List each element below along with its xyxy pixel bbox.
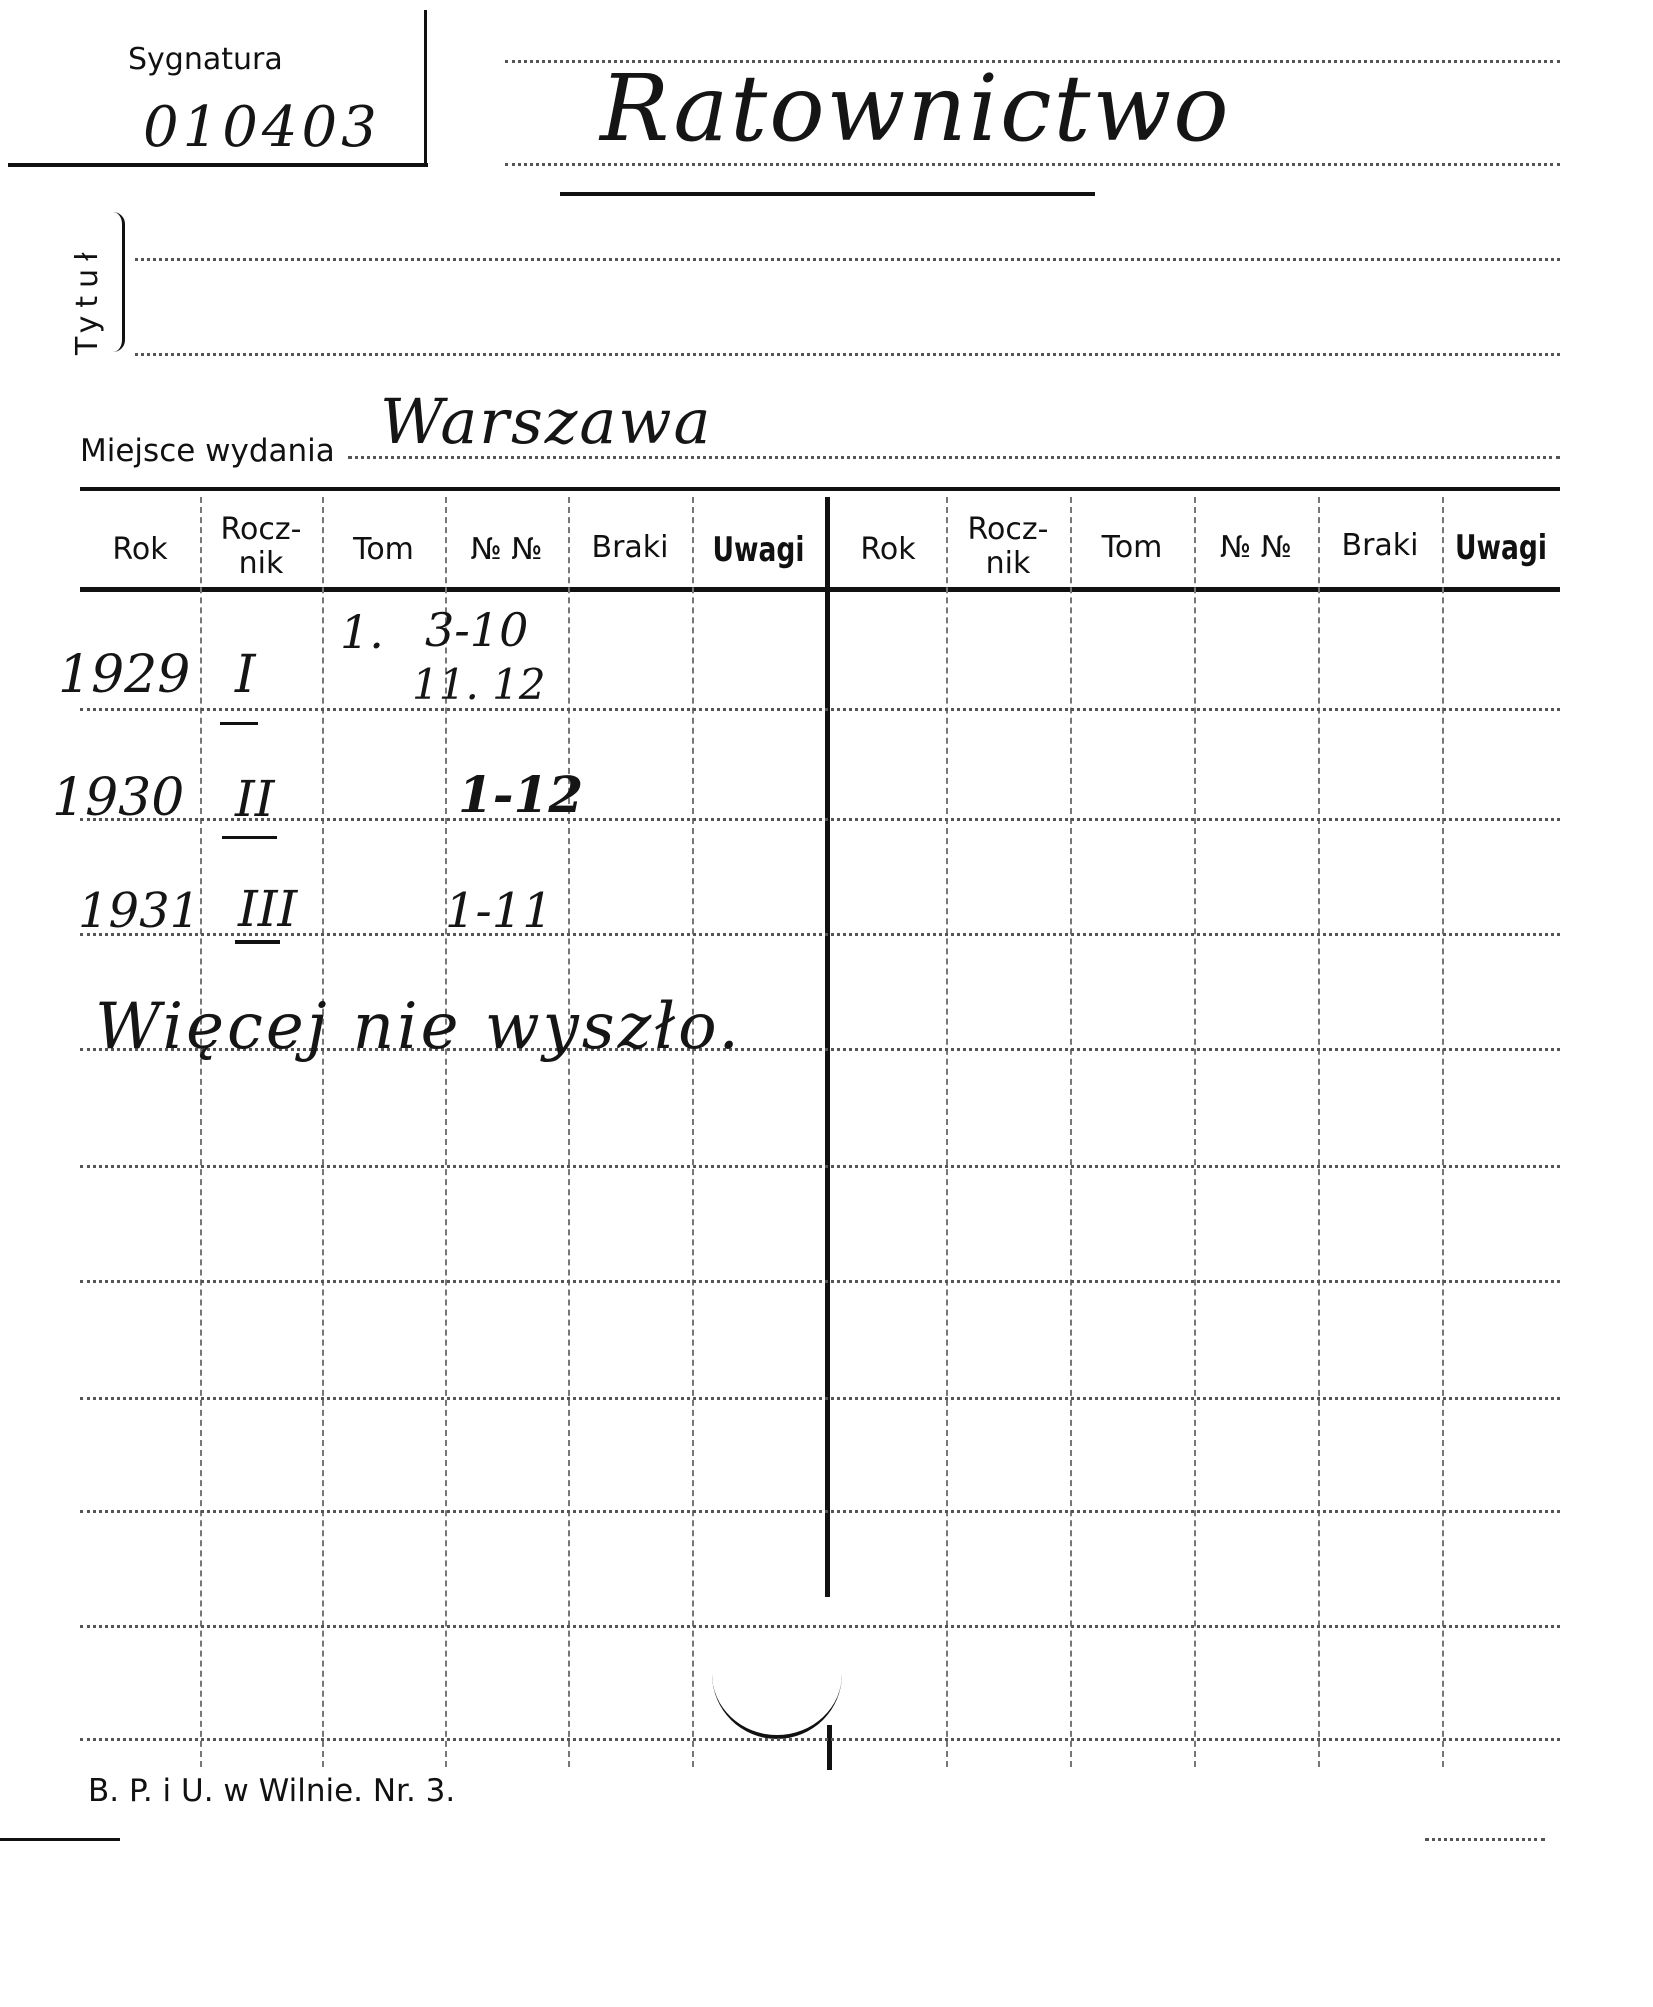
- col-sep-6: [946, 497, 948, 1767]
- row-line-3: [80, 933, 1560, 936]
- entry-note: Więcej nie wyszło.: [95, 990, 742, 1064]
- row-line-6: [80, 1280, 1560, 1283]
- entry-1931-numery: 1-11: [445, 883, 553, 939]
- title-brace: [108, 212, 125, 352]
- entry-1930-rocznik: II: [235, 770, 275, 828]
- col-sep-4: [568, 497, 570, 1767]
- table-center-divider: [825, 497, 830, 1597]
- subject-dotted-line-2: [505, 163, 1560, 166]
- entry-1929-numery-extra: 11. 12: [412, 660, 546, 709]
- col-sep-1: [200, 497, 202, 1767]
- title-label: Tytuł: [70, 244, 105, 355]
- header-braki-left: Braki: [591, 530, 669, 565]
- row-line-2: [80, 818, 1560, 821]
- col-sep-2: [322, 497, 324, 1767]
- row-line-5: [80, 1165, 1560, 1168]
- col-sep-9: [1318, 497, 1320, 1767]
- entry-1929-rocznik-mark: [220, 722, 258, 725]
- entry-1930-numery: 1-12: [458, 765, 584, 824]
- table-center-divider-stub: [827, 1725, 832, 1770]
- signature-value: 010403: [143, 95, 381, 160]
- title-dotted-line-2: [135, 353, 1560, 356]
- col-sep-10: [1442, 497, 1444, 1767]
- punch-hole: [712, 1655, 842, 1739]
- table-header-rule: [80, 587, 1560, 592]
- entry-1930-rok: 1930: [52, 768, 185, 828]
- header-rok-right: Rok: [860, 532, 916, 567]
- entry-1931-rok: 1931: [78, 883, 201, 939]
- header-tom-left: Tom: [353, 532, 414, 567]
- title-dotted-line-1: [135, 258, 1560, 261]
- header-tom-right: Tom: [1101, 530, 1163, 565]
- place-value: Warszawa: [380, 385, 713, 458]
- header-numery-right: № №: [1220, 530, 1292, 565]
- entry-1931-rocznik: III: [238, 880, 298, 938]
- footer-imprint: B. P. i U. w Wilnie. Nr. 3.: [88, 1773, 456, 1809]
- entry-1929-rok: 1929: [58, 645, 191, 705]
- entry-1929-rocznik: I: [235, 645, 256, 705]
- card-edge-left: [0, 1838, 120, 1841]
- place-label: Miejsce wydania: [80, 433, 335, 469]
- row-line-7: [80, 1397, 1560, 1400]
- entry-1930-rocznik-mark: [222, 836, 277, 839]
- card-edge-right: [1425, 1838, 1545, 1841]
- subject-value: Ratownictwo: [600, 55, 1231, 162]
- col-sep-8: [1194, 497, 1196, 1767]
- header-rok-left: Rok: [112, 532, 168, 567]
- header-numery-left: № №: [470, 532, 543, 567]
- header-rocznik-right: Rocz- nik: [967, 512, 1049, 581]
- header-rocznik-left: Rocz- nik: [220, 512, 302, 581]
- header-uwagi-left: Uwagi: [712, 530, 805, 570]
- row-line-10: [80, 1738, 1560, 1741]
- col-sep-7: [1070, 497, 1072, 1767]
- row-line-9: [80, 1625, 1560, 1628]
- signature-label: Sygnatura: [128, 42, 283, 77]
- subject-underline: [560, 192, 1095, 196]
- table-top-rule: [80, 487, 1560, 491]
- row-line-8: [80, 1510, 1560, 1513]
- header-braki-right: Braki: [1341, 528, 1419, 563]
- col-sep-5: [692, 497, 694, 1767]
- row-line-1: [80, 708, 1560, 711]
- entry-1929-tom: 1.: [340, 605, 384, 659]
- signature-box-bottom: [8, 163, 428, 167]
- entry-1929-numery: 3-10: [425, 603, 529, 657]
- header-uwagi-right: Uwagi: [1454, 528, 1548, 568]
- signature-box-right: [424, 10, 427, 167]
- entry-1931-rocznik-mark: [235, 940, 280, 944]
